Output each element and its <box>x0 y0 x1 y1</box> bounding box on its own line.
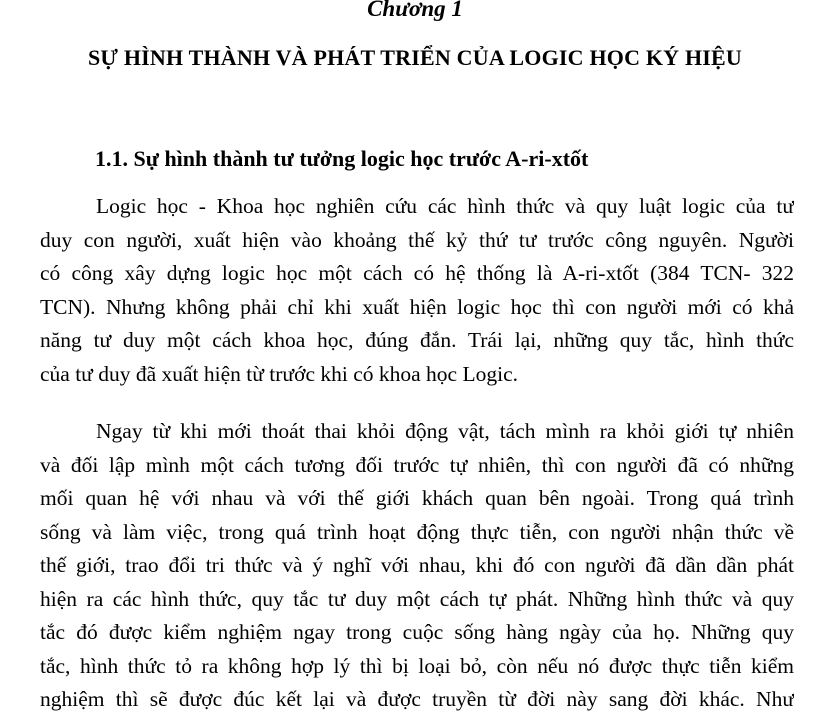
section-heading: 1.1. Sự hình thành tư tưởng logic học trước A-ri-xtốt <box>95 146 589 171</box>
paragraph-line: TCN). Nhưng không phải chỉ khi xuất hiện logic học thì con người mới có khả <box>40 294 794 319</box>
paragraph-line: tắc, hình thức tỏ ra không hợp lý thì bị loại bỏ, còn nếu nó được thực tiễn kiểm <box>40 653 794 678</box>
paragraph-line: và đối lập mình một cách tương đối trước tự nhiên, thì con người đã có những <box>40 452 794 477</box>
paragraph-line: năng tư duy một cách khoa học, đúng đắn. Trái lại, những quy tắc, hình thức <box>40 328 794 352</box>
paragraph-line: duy con người, xuất hiện vào khoảng thế kỷ thứ tư trước công nguyên. Người <box>40 227 794 252</box>
paragraph-line: hiện ra các hình thức, quy tắc tư duy một cách tự phát. Những hình thức và quy <box>40 586 794 611</box>
paragraph-line: của tư duy đã xuất hiện từ trước khi có khoa học Logic. <box>40 361 518 386</box>
paragraph-line: có công xây dựng logic học một cách có hệ thống là A-ri-xtốt (384 TCN- 322 <box>40 261 794 285</box>
chapter-heading: Chương 1 <box>367 0 463 21</box>
paragraph-line: nghiệm thì sẽ được đúc kết lại và được truyền từ đời này sang đời khác. Như <box>40 687 794 711</box>
paragraph-line: Ngay từ khi mới thoát thai khỏi động vật, tách mình ra khỏi giới tự nhiên <box>96 419 794 443</box>
paragraph-line: mối quan hệ với nhau và với thế giới khách quan bên ngoài. Trong quá trình <box>40 486 794 510</box>
paragraph-line: Logic học - Khoa học nghiên cứu các hình thức và quy luật logic của tư <box>96 194 794 218</box>
paragraph-1 <box>40 190 794 391</box>
paragraph-2 <box>40 415 794 717</box>
paragraph-line: thế giới, trao đổi tri thức và ý nghĩ với nhau, khi đó con người đã dần dần phát <box>40 553 794 577</box>
paragraph-line: tắc đó được kiểm nghiệm ngay trong cuộc sống hàng ngày của họ. Những quy <box>40 620 794 644</box>
paragraph-line: sống và làm việc, trong quá trình hoạt động thực tiễn, con người nhận thức về <box>40 519 794 544</box>
chapter-title: SỰ HÌNH THÀNH VÀ PHÁT TRIỂN CỦA LOGIC HỌC KÝ HIỆU <box>87 45 743 70</box>
